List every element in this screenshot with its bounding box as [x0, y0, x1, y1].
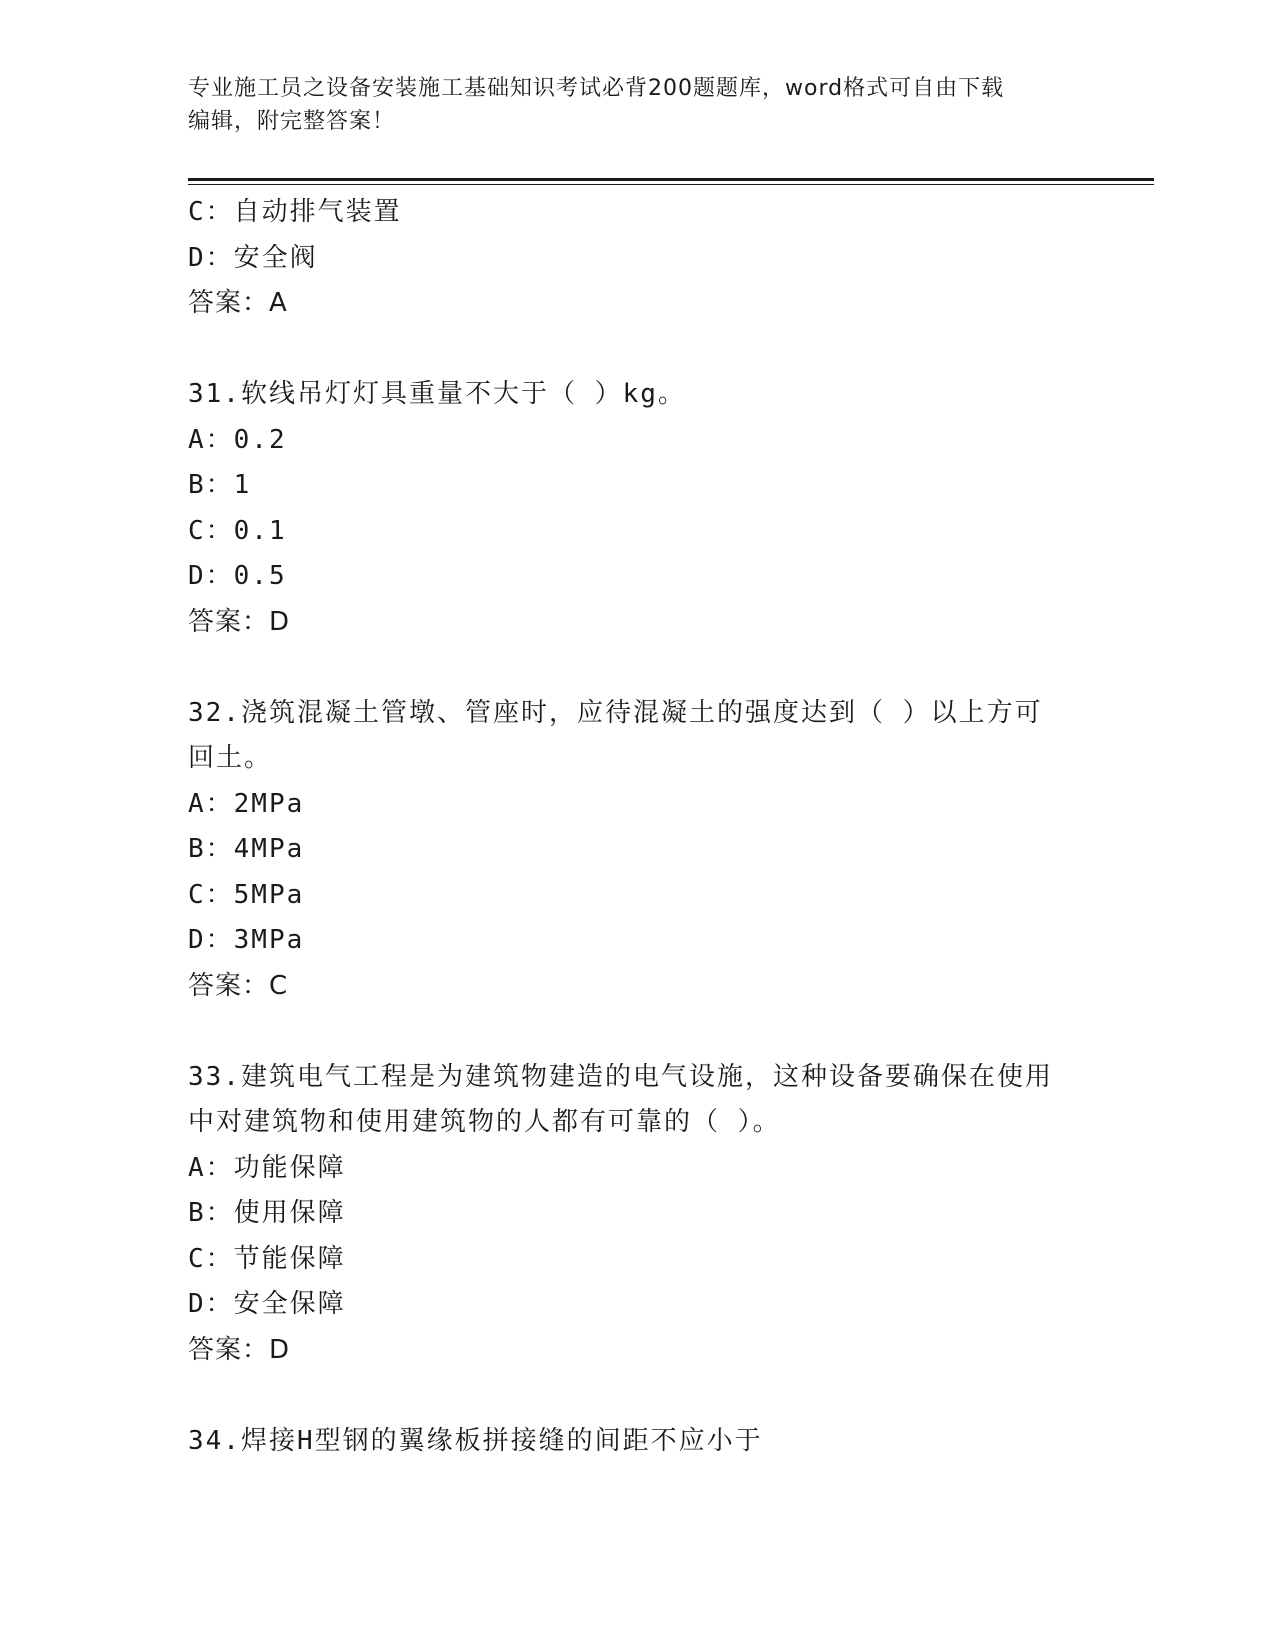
option-b: B：使用保障: [188, 1198, 346, 1228]
question-list: [188, 190, 1088, 1464]
option-d: D：安全阀: [188, 242, 318, 273]
option-a: A：2MPa: [188, 788, 305, 819]
answer-line: 答案：C: [188, 970, 289, 1001]
carryover-block: [188, 190, 1088, 327]
option-a: A：功能保障: [188, 1152, 346, 1183]
question-stem: 32.浇筑混凝土管墩、管座时，应待混凝土的强度达到（ ）以上方可: [188, 697, 1043, 728]
option-a: A：0.2: [188, 424, 287, 455]
header-title-line-1: 专业施工员之设备安装施工基础知识考试必背200题题库，word格式可自由下载: [188, 76, 1005, 101]
option-c: C：节能保障: [188, 1243, 346, 1274]
answer-line: 答案：D: [188, 1334, 291, 1365]
option-b: B：1: [188, 470, 252, 500]
header-rule-thick: [188, 178, 1154, 181]
option-c: C：5MPa: [188, 879, 305, 910]
spacer: [188, 1009, 1088, 1055]
spacer: [188, 1373, 1088, 1419]
option-c: C：0.1: [188, 515, 287, 546]
header-rule-thin: [188, 184, 1154, 185]
option-d: D：0.5: [188, 561, 287, 591]
question-stem-continued: 回土。: [188, 743, 273, 773]
document-header: [188, 72, 1068, 138]
question-stem: 31.软线吊灯灯具重量不大于（ ）kg。: [188, 379, 686, 409]
question-32: [188, 691, 1088, 1010]
answer-line: 答案：D: [188, 606, 291, 637]
option-b: B：4MPa: [188, 834, 305, 864]
question-stem: 34.焊接H型钢的翼缘板拼接缝的间距不应小于: [188, 1425, 763, 1456]
question-stem-continued: 中对建筑物和使用建筑物的人都有可靠的（ ）。: [188, 1107, 781, 1137]
question-33: [188, 1055, 1088, 1374]
answer-line: 答案：A: [188, 288, 288, 318]
header-title-line-2: 编辑，附完整答案！: [188, 109, 396, 134]
option-d: D：安全保障: [188, 1289, 346, 1319]
option-d: D：3MPa: [188, 925, 305, 955]
spacer: [188, 645, 1088, 691]
option-c: C：自动排气装置: [188, 197, 402, 227]
question-stem: 33.建筑电气工程是为建筑物建造的电气设施，这种设备要确保在使用: [188, 1061, 1053, 1092]
question-31: [188, 372, 1088, 645]
spacer: [188, 327, 1088, 373]
question-34: [188, 1419, 1088, 1465]
